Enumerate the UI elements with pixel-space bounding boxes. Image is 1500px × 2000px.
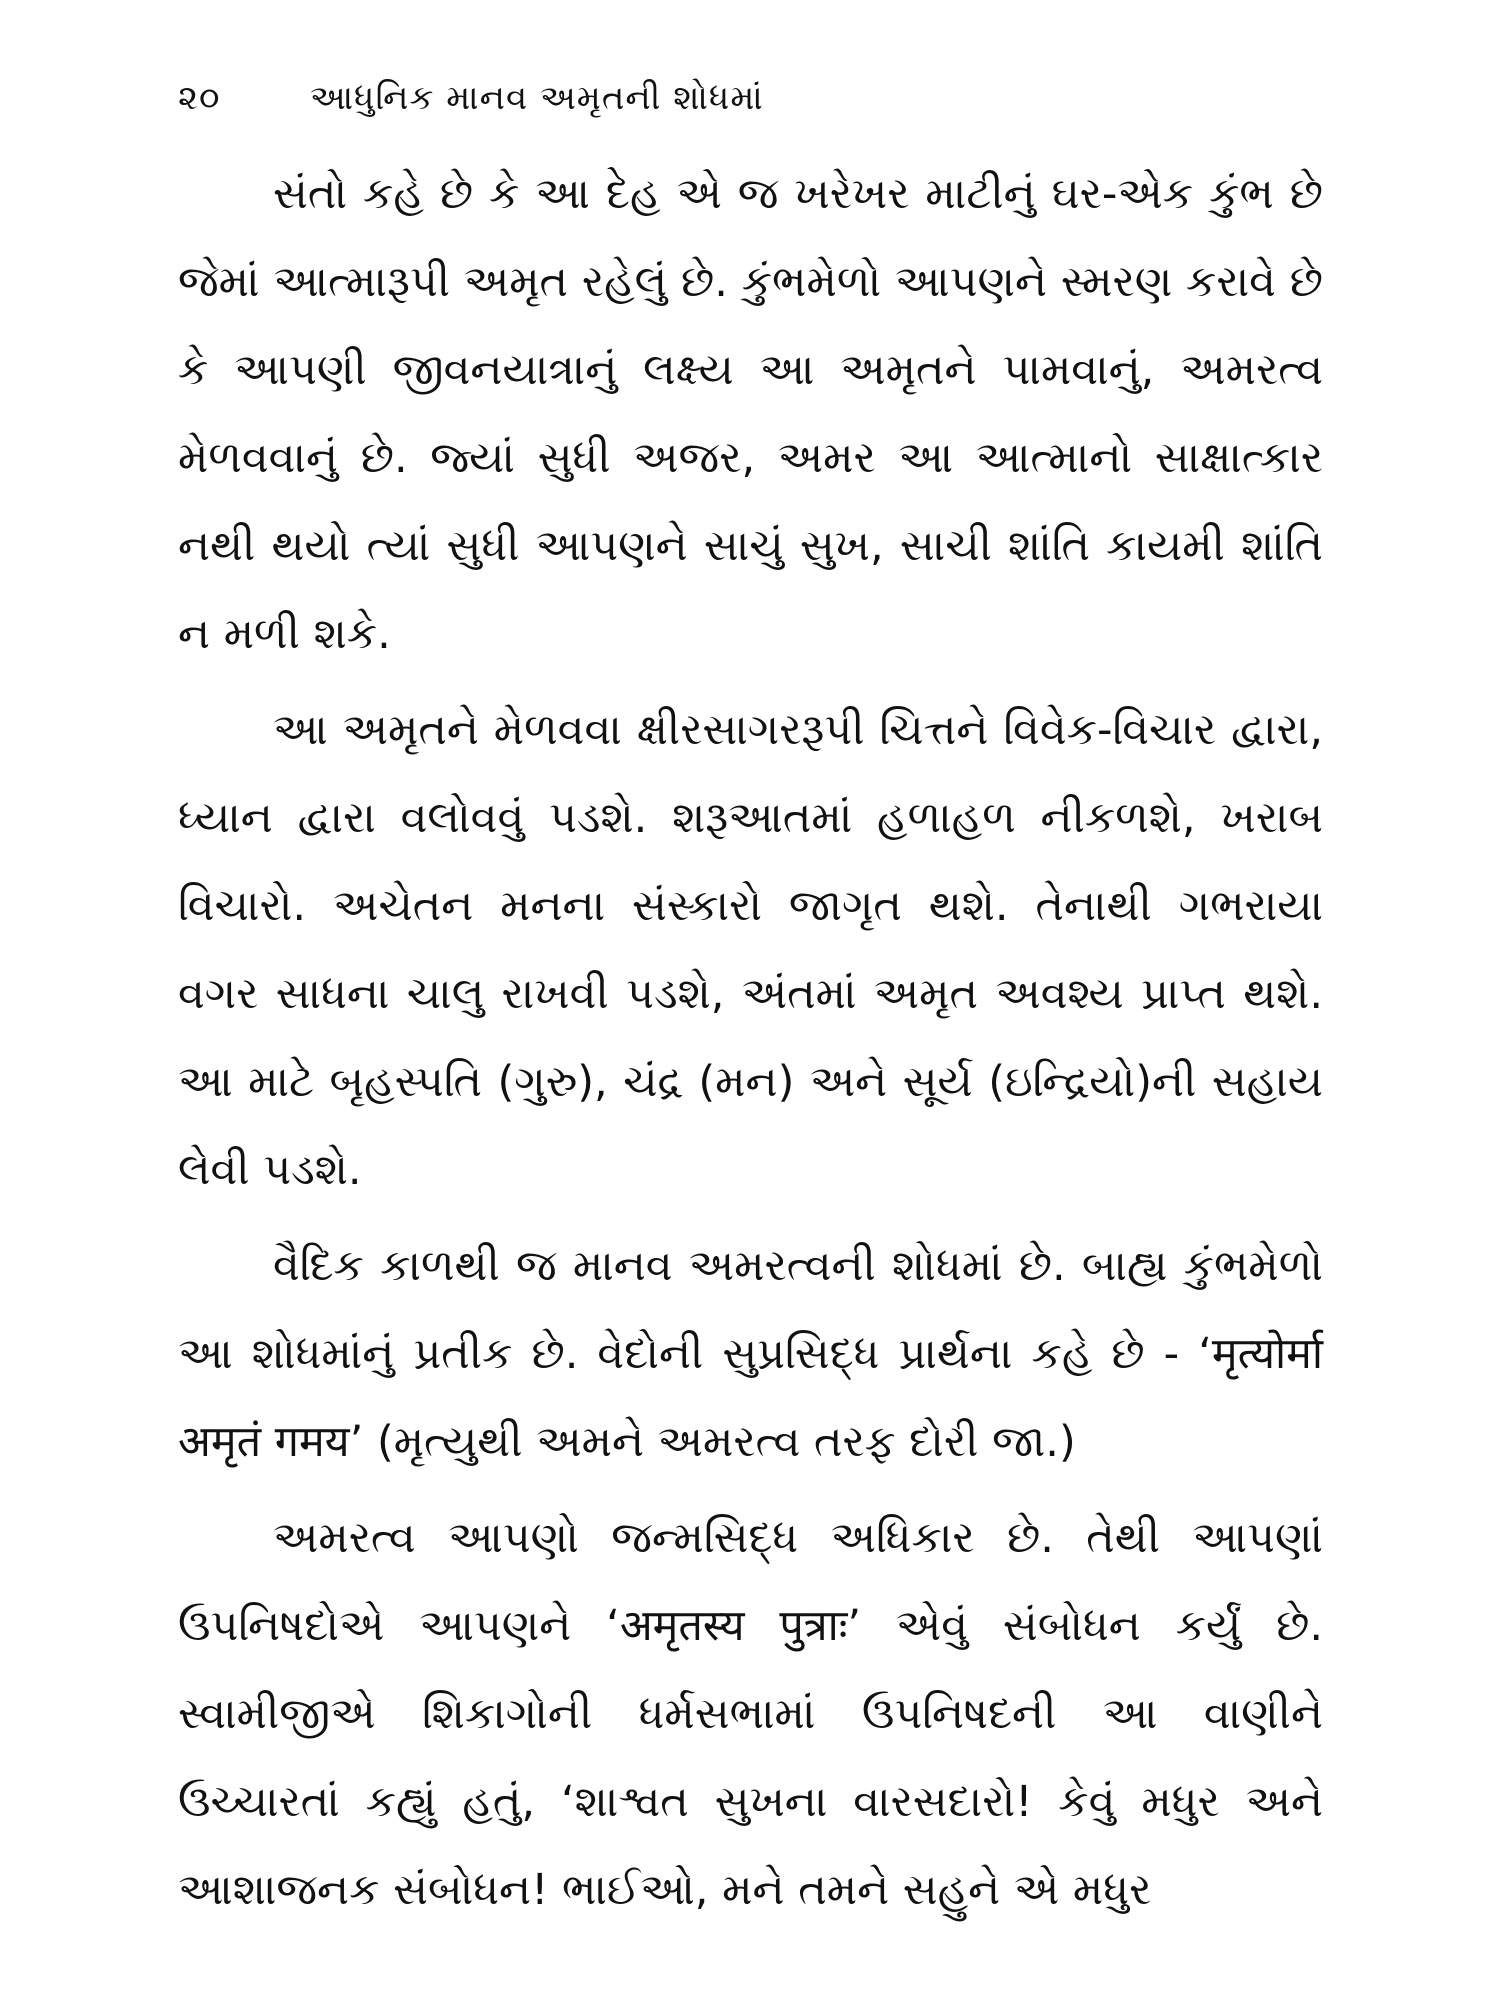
paragraph-4: અમરત્વ આપણો જન્મસિદ્ધ અધિકાર છે. તેથી આપણાં ઉપનિષદોએ આપણને ‘अमृतस्य पुत्राः’ એવું સંબોધન કર્યું છે. સ્વામીજીએ શિકાગોની ધર્મસભામાં ઉપનિષદની આ વાણીને ઉચ્ચારતાં કહ્યું હતું, ‘શાશ્વત સુખના વારસદારો! કેવું મધુર અને આશાજનક સંબોધન! ભાઈઓ, મને તમને સહુને એ મધુર xyxy=(178,1513,1323,1915)
paragraph-2: આ અમૃતને મેળવવા ક્ષીરસાગરરૂપી ચિત્તને વિવેક-વિચાર દ્વારા, ધ્યાન દ્વારા વલોવવું પડશે. શરૂઆતમાં હળાહળ નીકળશે, ખરાબ વિચારો. અચેતન મનના સંસ્કારો જાગૃત થશે. તેનાથી ગભરાયા વગર સાધના ચાલુ રાખવી પડશે, અંતમાં અમૃત અવશ્ય પ્રાપ્ત થશે. આ માટે બૃહસ્પતિ (ગુરુ), ચંદ્ર (મન) અને સૂર્ય (ઇન્દ્રિયો)ની સહાય લેવી પડશે. xyxy=(178,705,1323,1195)
paragraph-3: વૈદિક કાળથી જ માનવ અમરત્વની શોધમાં છે. બાહ્ય કુંભમેળો આ શોધમાંનું પ્રતીક છે. વેદોની સુપ્રસિદ્ધ પ્રાર્થના કહે છે - ‘मृत्योर्मा अमृतं गमय’ (મૃત્યુથી અમને અમરત્વ તરફ દોરી જા.) xyxy=(178,1241,1323,1467)
running-header xyxy=(178,78,764,118)
paragraph-1: સંતો કહે છે કે આ દેહ એ જ ખરેખર માટીનું ઘર-એક કુંભ છે જેમાં આત્મારૂપી અમૃત રહેલું છે. કુંભમેળો આપણને સ્મરણ કરાવે છે કે આપણી જીવનયાત્રાનું લક્ષ્ય આ અમૃતને પામવાનું, અમરત્વ મેળવવાનું છે. જ્યાં સુધી અજર, અમર આ આત્માનો સાક્ષાત્કાર નથી થયો ત્યાં સુધી આપણને સાચું સુખ, સાચી શાંતિ કાયમી શાંતિ ન મળી શકે. xyxy=(178,169,1323,659)
page-number: ૨૦ xyxy=(178,78,221,118)
running-title: આધુનિક માનવ અમૃતની શોધમાં xyxy=(309,78,764,118)
body-text xyxy=(178,150,1323,1934)
